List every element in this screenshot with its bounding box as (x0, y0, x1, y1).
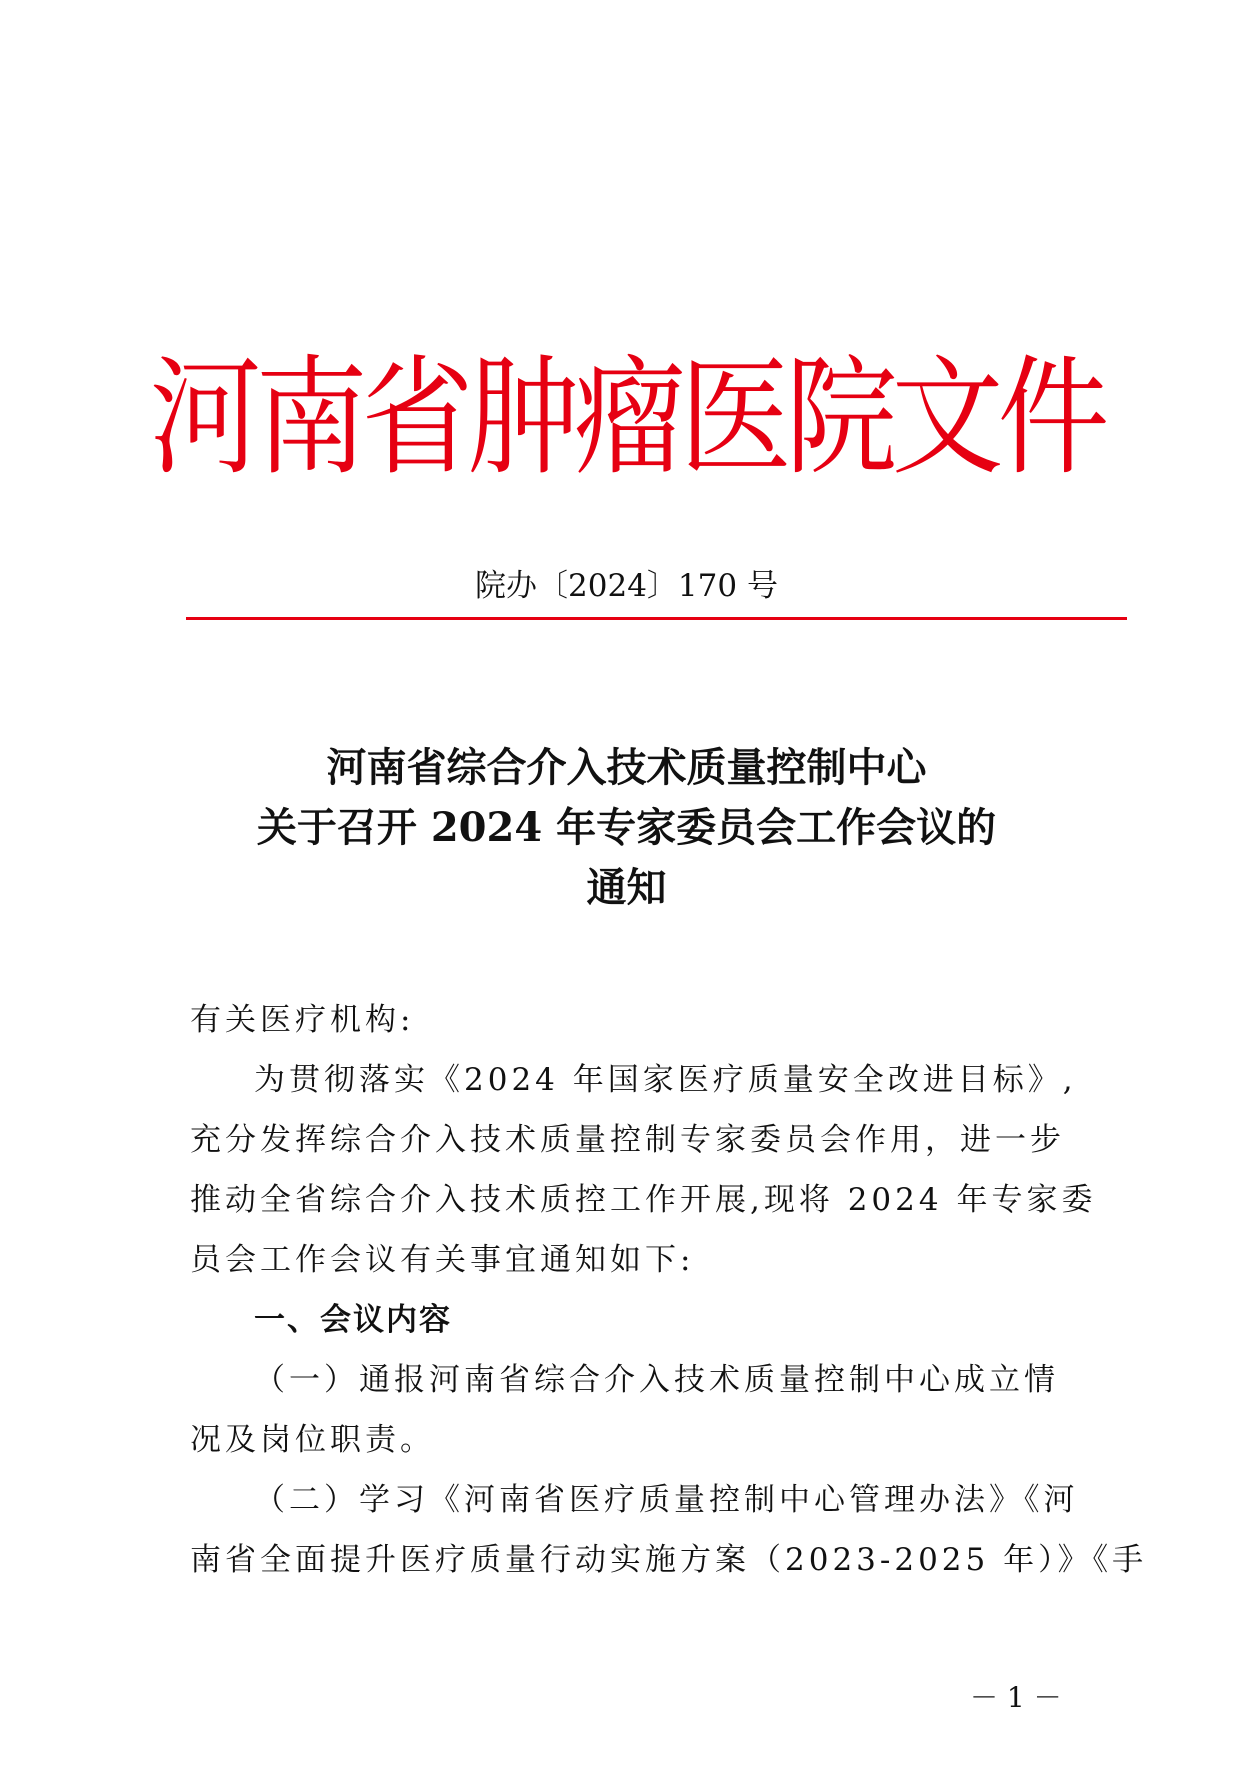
item-2-line-1: （二）学习《河南省医疗质量控制中心管理办法》《河 (254, 1482, 1079, 1518)
paragraph-1-line-4: 员会工作会议有关事宜通知如下: (190, 1242, 695, 1278)
page-number: － 1 － (970, 1681, 1062, 1714)
notice-title (150, 738, 1103, 918)
notice-title-line-1: 河南省综合介入技术质量控制中心 (326, 744, 927, 791)
notice-body (190, 990, 1148, 1590)
document-header-title: 河南省肿瘤医院文件 (149, 343, 1104, 494)
notice-title-line-3: 通知 (586, 864, 667, 911)
paragraph-1-line-2: 充分发挥综合介入技术质量控制专家委员会作用，进一步 (190, 1122, 1065, 1158)
salutation: 有关医疗机构: (190, 1002, 415, 1038)
item-1-line-2: 况及岗位职责。 (190, 1422, 435, 1458)
header-red-rule (186, 617, 1127, 620)
paragraph-1-line-3: 推动全省综合介入技术质控工作开展,现将 2024 年专家委 (190, 1182, 1097, 1218)
item-2-line-2: 南省全面提升医疗质量行动实施方案（2023-2025 年）》《手 (190, 1542, 1148, 1578)
item-1-line-1: （一）通报河南省综合介入技术质量控制中心成立情 (254, 1362, 1059, 1398)
document-number: 院办〔2024〕170 号 (475, 568, 778, 604)
section-heading-meeting-content: 一、会议内容 (254, 1302, 452, 1338)
paragraph-1-line-1: 为贯彻落实《2024 年国家医疗质量安全改进目标》, (254, 1062, 1077, 1098)
notice-title-line-2: 关于召开 2024 年专家委员会工作会议的 (256, 804, 997, 851)
